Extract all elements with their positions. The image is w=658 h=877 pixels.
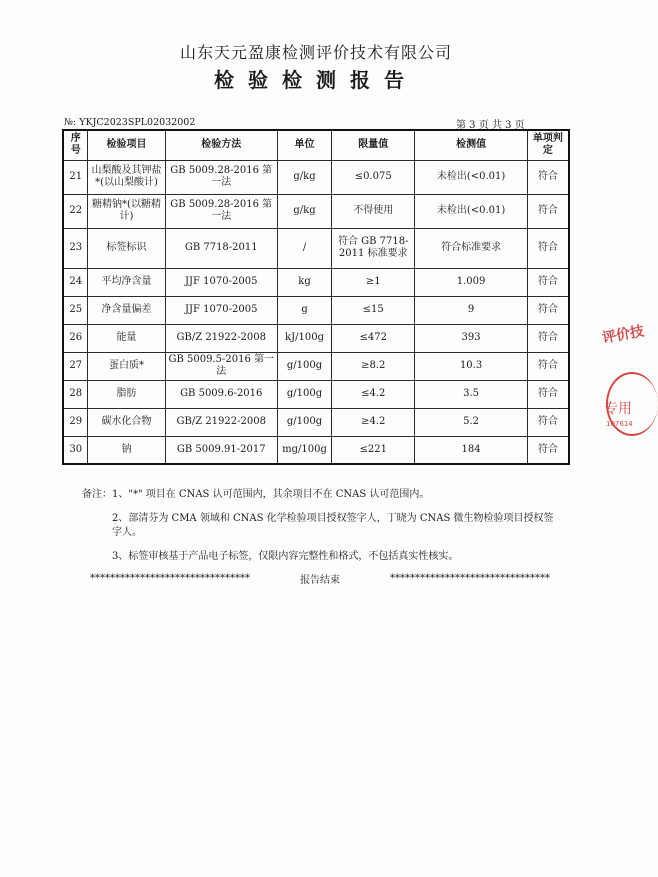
header-cell: 检验方法	[165, 130, 277, 160]
table-cell: g/100g	[277, 352, 331, 380]
table-row	[63, 194, 569, 228]
table-row	[63, 268, 569, 296]
table-cell: 未检出(<0.01)	[415, 194, 527, 228]
table-cell: kg	[277, 268, 331, 296]
table-cell: g/100g	[277, 408, 331, 436]
table-cell: ≤4.2	[332, 380, 415, 408]
table-cell: 21	[63, 160, 88, 194]
table-cell: 不得使用	[332, 194, 415, 228]
seal-text-mid: 专用	[604, 401, 632, 417]
table-cell: 符合	[527, 296, 569, 324]
end-label: 报告结束	[300, 575, 340, 586]
table-cell: 未检出(<0.01)	[415, 160, 527, 194]
company-name: 山东天元盈康检测评价技术有限公司	[179, 43, 452, 62]
table-cell: 符合	[527, 228, 569, 268]
table-cell: 9	[415, 296, 527, 324]
table-row	[63, 436, 569, 464]
header-cell: 检验项目	[88, 130, 165, 160]
table-cell: 净含量偏差	[88, 296, 165, 324]
table-cell: ≥1	[332, 268, 415, 296]
header-cell: 单位	[277, 130, 331, 160]
table-cell: 符合	[527, 380, 569, 408]
table-cell: 山梨酸及其钾盐*(以山梨酸计)	[88, 160, 165, 194]
table-cell: 符合	[527, 352, 569, 380]
table-cell: 符合	[527, 160, 569, 194]
table-cell: 符合	[527, 324, 569, 352]
table-cell: 23	[63, 228, 88, 268]
table-cell: 24	[63, 268, 88, 296]
table-cell: 22	[63, 194, 88, 228]
table-cell: 标签标识	[88, 228, 165, 268]
table-cell: ≤472	[332, 324, 415, 352]
report-number: №: YKJC2023SPL02032002	[64, 117, 196, 128]
header-cell: 序号	[63, 130, 88, 160]
header-cell: 检测值	[415, 130, 527, 160]
table-cell: ≤221	[332, 436, 415, 464]
notes-label: 备注：	[82, 489, 112, 500]
table-cell: 符合	[527, 268, 569, 296]
report-title: 检验检测报告	[214, 68, 418, 92]
seal-text-bottom: 107614	[606, 420, 633, 428]
table-cell: ≥4.2	[332, 408, 415, 436]
table-cell: ≥8.2	[332, 352, 415, 380]
table-cell: g/kg	[277, 160, 331, 194]
table-cell: 脂肪	[88, 380, 165, 408]
table-cell: 26	[63, 324, 88, 352]
table-cell: 1.009	[415, 268, 527, 296]
table-cell: 糖精钠*(以糖精计)	[88, 194, 165, 228]
table-cell: 28	[63, 380, 88, 408]
table-cell: 27	[63, 352, 88, 380]
table-cell: 25	[63, 296, 88, 324]
end-stars-right: ********************************	[390, 573, 550, 584]
table-cell: /	[277, 228, 331, 268]
table-cell: g/kg	[277, 194, 331, 228]
table-cell: ≤0.075	[332, 160, 415, 194]
table-row	[63, 352, 569, 380]
table-row	[63, 296, 569, 324]
table-row	[63, 408, 569, 436]
header-cell: 单项判定	[527, 130, 569, 160]
table-cell: mg/100g	[277, 436, 331, 464]
note-item: 1、"*" 项目在 CNAS 认可范围内，其余项目不在 CNAS 认可范围内。	[112, 489, 430, 500]
table-cell: GB/Z 21922-2008	[165, 408, 277, 436]
table-cell: GB 5009.28-2016 第一法	[165, 194, 277, 228]
table-cell: GB 5009.28-2016 第一法	[165, 160, 277, 194]
results-table	[62, 129, 570, 465]
table-cell: 平均净含量	[88, 268, 165, 296]
table-cell: 5.2	[415, 408, 527, 436]
note-item: 3、标签审核基于产品电子标签，仅限内容完整性和格式，不包括真实性核实。	[112, 551, 459, 562]
table-cell: 符合	[527, 194, 569, 228]
report-end-line	[90, 571, 550, 586]
table-cell: GB/Z 21922-2008	[165, 324, 277, 352]
table-cell: JJF 1070-2005	[165, 296, 277, 324]
page-info: 第 3 页 共 3 页	[456, 120, 525, 131]
table-row	[63, 228, 569, 268]
table-cell: g/100g	[277, 380, 331, 408]
table-cell: 符合	[527, 408, 569, 436]
table-cell: 3.5	[415, 380, 527, 408]
notes	[82, 488, 562, 574]
note-item: 2、部清芬为 CMA 领域和 CNAS 化学检验项目授权签字人，丁晓为 CNAS 微生物检验项目授权签字人。	[112, 513, 554, 538]
table-cell: GB 5009.6-2016	[165, 380, 277, 408]
table-cell: 393	[415, 324, 527, 352]
table-cell: 碳水化合物	[88, 408, 165, 436]
table-cell: GB 7718-2011	[165, 228, 277, 268]
table-cell: 29	[63, 408, 88, 436]
table-cell: 蛋白质*	[88, 352, 165, 380]
table-cell: 符合	[527, 436, 569, 464]
table-header-row	[63, 130, 569, 160]
seal-stamp	[594, 316, 654, 456]
table-cell: 184	[415, 436, 527, 464]
table-cell: 符合标准要求	[415, 228, 527, 268]
table-cell: 符合 GB 7718-2011 标准要求	[332, 228, 415, 268]
table-row	[63, 160, 569, 194]
table-cell: 钠	[88, 436, 165, 464]
table-row	[63, 324, 569, 352]
table-cell: g	[277, 296, 331, 324]
table-cell: GB 5009.5-2016 第一法	[165, 352, 277, 380]
header-cell: 限量值	[332, 130, 415, 160]
table-cell: JJF 1070-2005	[165, 268, 277, 296]
table-cell: 10.3	[415, 352, 527, 380]
table-cell: GB 5009.91-2017	[165, 436, 277, 464]
table-row	[63, 380, 569, 408]
table-cell: 30	[63, 436, 88, 464]
table-cell: kJ/100g	[277, 324, 331, 352]
end-stars-left: ********************************	[90, 573, 250, 584]
table-cell: 能量	[88, 324, 165, 352]
table-cell: ≤15	[332, 296, 415, 324]
seal-text-top: 评价技	[601, 323, 646, 347]
